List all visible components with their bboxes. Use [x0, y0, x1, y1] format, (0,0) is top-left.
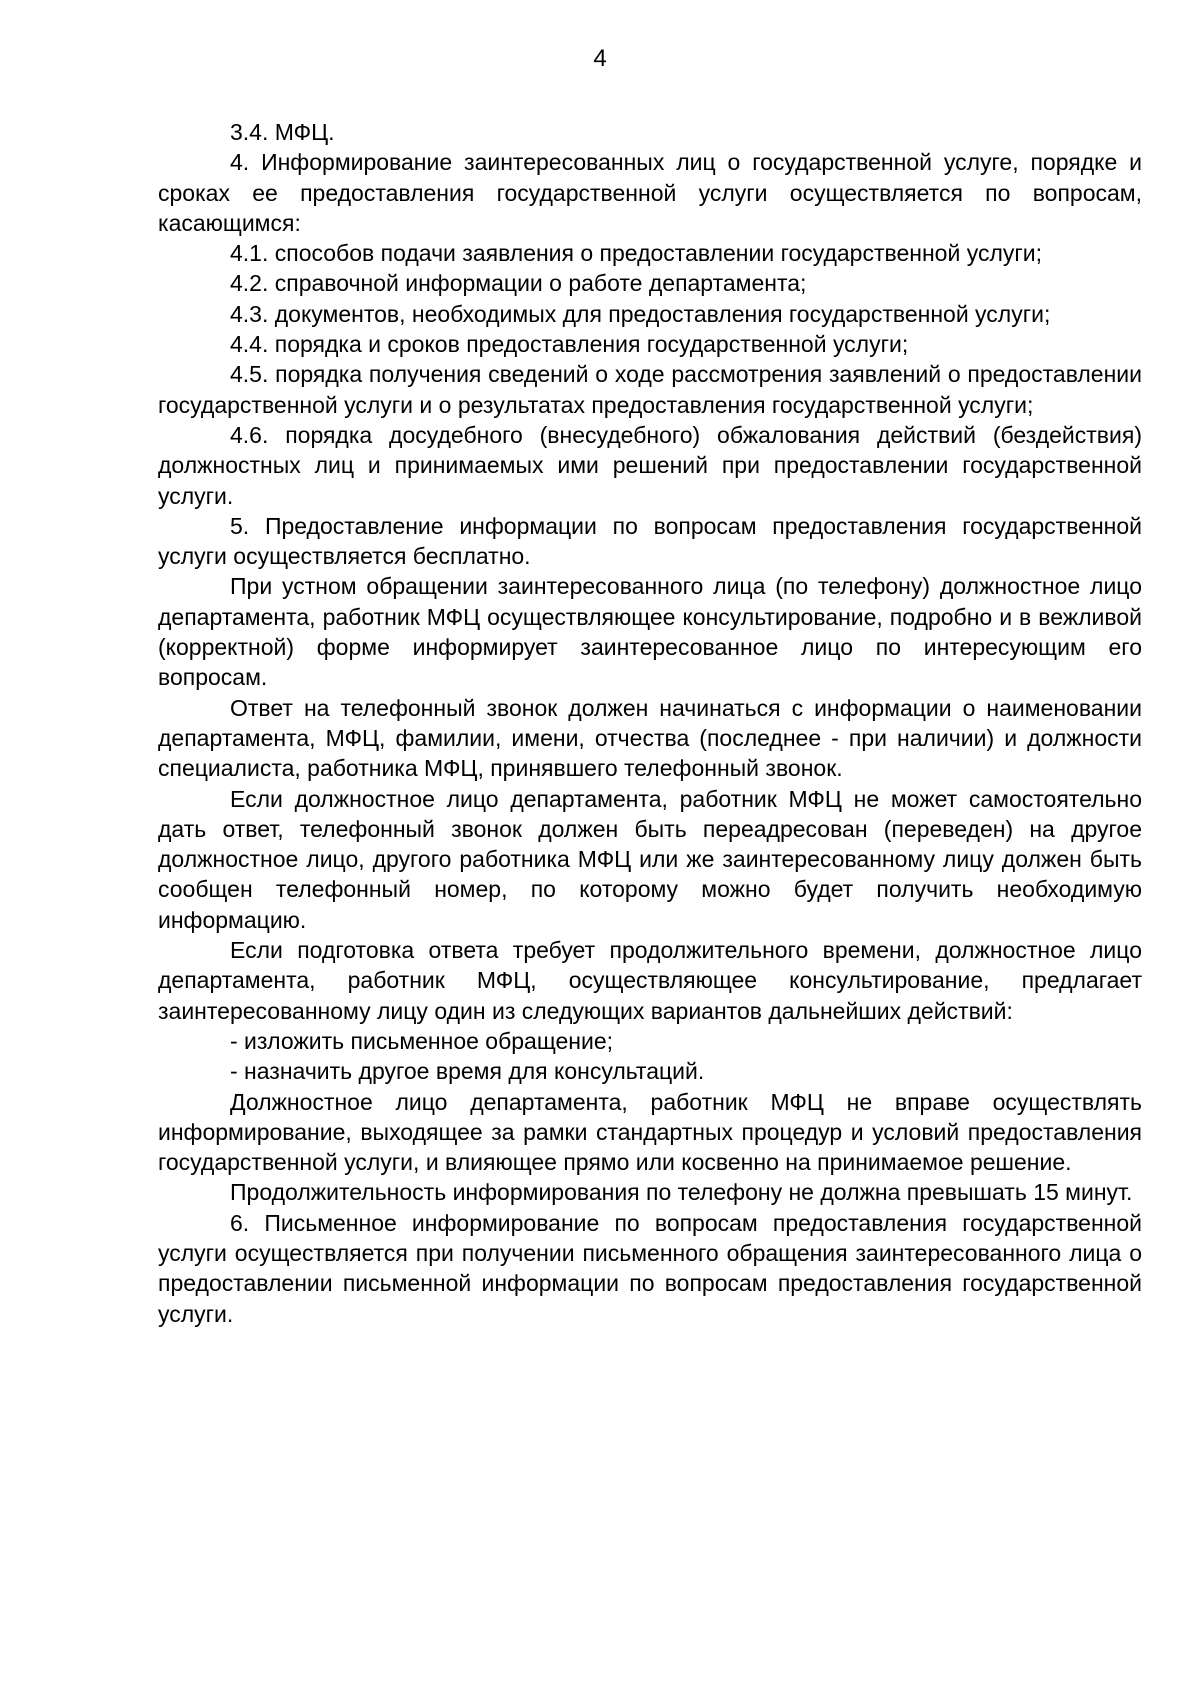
- paragraph-3-4: 3.4. МФЦ.: [230, 119, 335, 145]
- paragraph-6: 6. Письменное информирование по вопросам предоставления государственной услуги осуществляется при получении письменного обращения заинтересованного лица о предоставлении письменной информации по вопросам предоставления государственной услуги.: [158, 1209, 1142, 1327]
- document-body: [158, 117, 1142, 1329]
- paragraph-4-6: 4.6. порядка досудебного (внесудебного) обжалования действий (бездействия) должностных лиц и принимаемых ими решений при предоставлении государственной услуги.: [158, 421, 1142, 509]
- paragraph-duration: Продолжительность информирования по телефону не должна превышать 15 минут.: [230, 1179, 1133, 1206]
- paragraph-oral-request: При устном обращении заинтересованного лица (по телефону) должностное лицо департамента, работник МФЦ осуществляющее консультирование, подробно и в вежливой (корректной) форме информирует заинтересованное лицо по интересующим его вопросам.: [158, 573, 1142, 691]
- paragraph-4: 4. Информирование заинтересованных лиц о государственной услуге, порядке и сроках ее предоставления государственной услуги осуществляется по вопросам, касающимся:: [158, 149, 1142, 236]
- paragraph-long-answer: Если подготовка ответа требует продолжительного времени, должностное лицо департамента, работник МФЦ, осуществляющее консультирование, предлагает заинтересованному лицу один из следующих вариантов дальнейших действий:: [158, 937, 1142, 1024]
- paragraph-phone-answer: Ответ на телефонный звонок должен начинаться с информации о наименовании департамента, МФЦ, фамилии, имени, отчества (последнее - при наличии) и должности специалиста, работника МФЦ, принявшего телефонный звонок.: [158, 694, 1142, 782]
- paragraph-4-2: 4.2. справочной информации о работе департамента;: [230, 270, 807, 297]
- paragraph-4-1: 4.1. способов подачи заявления о предоставлении государственной услуги;: [230, 240, 1042, 267]
- paragraph-4-3: 4.3. документов, необходимых для предоставления государственной услуги;: [230, 300, 1051, 327]
- paragraph-5: 5. Предоставление информации по вопросам предоставления государственной услуги осуществляется бесплатно.: [158, 512, 1142, 570]
- paragraph-call-redirect: Если должностное лицо департамента, работник МФЦ не может самостоятельно дать ответ, телефонный звонок должен быть переадресован (переведен) на другое должностное лицо, другого работника МФЦ или же заинтересованному лицу должен быть сообщен телефонный номер, по которому можно будет получить необходимую информацию.: [158, 785, 1142, 933]
- page-number: 4: [593, 45, 607, 72]
- list-item-other-time: - назначить другое время для консультаций.: [230, 1058, 705, 1085]
- list-item-written-request: - изложить письменное обращение;: [230, 1027, 614, 1054]
- paragraph-4-5: 4.5. порядка получения сведений о ходе рассмотрения заявлений о предоставлении государственной услуги и о результатах предоставления государственной услуги;: [158, 361, 1142, 418]
- paragraph-4-4: 4.4. порядка и сроков предоставления государственной услуги;: [230, 331, 909, 358]
- paragraph-restriction: Должностное лицо департамента, работник МФЦ не вправе осуществлять информирование, выходящее за рамки стандартных процедур и условий предоставления государственной услуги, и влияющее прямо или косвенно на принимаемое решение.: [158, 1088, 1142, 1176]
